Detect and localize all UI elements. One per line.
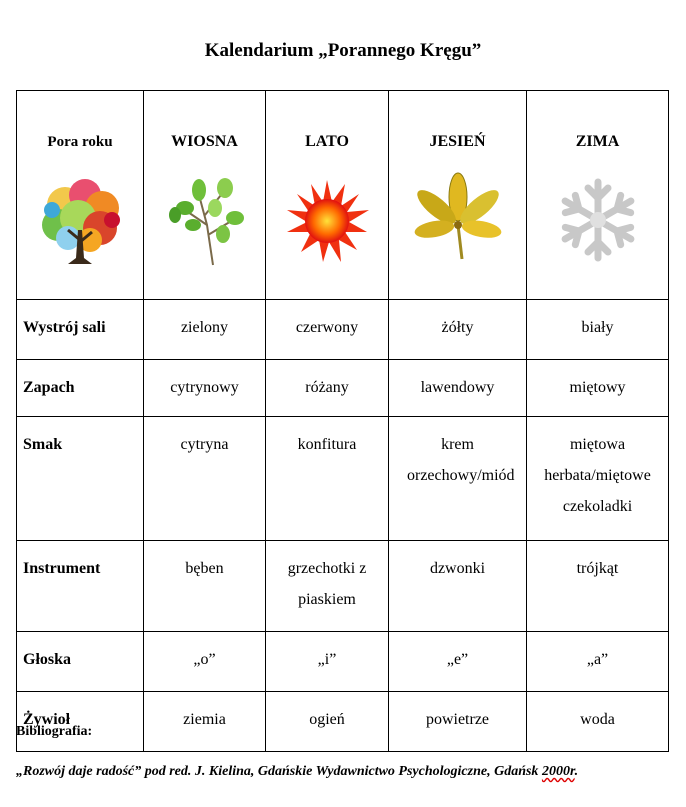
table-cell: powietrze (389, 692, 527, 752)
bibliography-entry-end: . (574, 764, 579, 779)
header-pora-roku: Pora roku (47, 134, 113, 150)
table-cell: różany (266, 360, 389, 417)
table-cell: lawendowy (389, 360, 527, 417)
autumn-leaf-icon (408, 170, 508, 270)
bibliography-entry (16, 764, 578, 780)
header-cell-jesien (389, 91, 527, 300)
table-cell: grzechotki z piaskiem (266, 541, 389, 632)
table-cell: cytrynowy (144, 360, 266, 417)
table-cell: „i” (266, 632, 389, 692)
snowflake-icon (548, 170, 648, 270)
table-cell: cytryna (144, 417, 266, 541)
header-lato: LATO (305, 133, 349, 150)
table-cell: „a” (527, 632, 669, 692)
header-cell-wiosna (144, 91, 266, 300)
spring-branch-icon (155, 170, 255, 270)
bibliography-entry-year: 2000r (541, 764, 575, 779)
table-cell: „o” (144, 632, 266, 692)
header-zima: ZIMA (575, 133, 620, 150)
table-cell: bęben (144, 541, 266, 632)
table-cell: trójkąt (527, 541, 669, 632)
table-cell: miętowa herbata/miętowe czekoladki (527, 417, 669, 541)
table-cell: konfitura (266, 417, 389, 541)
bibliography-entry-main: „Rozwój daje radość” pod red. J. Kielina, Gdańskie Wydawnictwo Psychologiczne, Gdańsk (16, 764, 542, 779)
table-row (17, 360, 669, 417)
header-jesien: JESIEŃ (429, 133, 486, 150)
page-title: Kalendarium „Porannego Kręgu” (204, 40, 482, 61)
four-seasons-tree-icon (30, 170, 130, 270)
row-label: Żywioł (17, 692, 144, 752)
row-label: Zapach (17, 360, 144, 417)
table-cell: krem orzechowy/miód (389, 417, 527, 541)
table-cell: zielony (144, 300, 266, 360)
header-cell-lato (266, 91, 389, 300)
table-cell: „e” (389, 632, 527, 692)
table-cell: żółty (389, 300, 527, 360)
table-cell: dzwonki (389, 541, 527, 632)
header-cell-zima (527, 91, 669, 300)
sun-icon (277, 170, 377, 270)
table-header-row (17, 91, 669, 300)
row-label: Smak (17, 417, 144, 541)
header-wiosna: WIOSNA (171, 133, 238, 150)
table-cell: ogień (266, 692, 389, 752)
table-row (17, 417, 669, 541)
table-row (17, 632, 669, 692)
table-row (17, 541, 669, 632)
header-cell-pora-roku (17, 91, 144, 300)
season-calendar-table (16, 90, 669, 752)
row-label: Wystrój sali (17, 300, 144, 360)
table-cell: miętowy (527, 360, 669, 417)
bibliography-heading: Bibliografia: (16, 724, 93, 739)
row-label: Instrument (17, 541, 144, 632)
table-cell: biały (527, 300, 669, 360)
table-row (17, 300, 669, 360)
table-cell: ziemia (144, 692, 266, 752)
table-cell: czerwony (266, 300, 389, 360)
row-label: Głoska (17, 632, 144, 692)
table-row (17, 692, 669, 752)
table-cell: woda (527, 692, 669, 752)
